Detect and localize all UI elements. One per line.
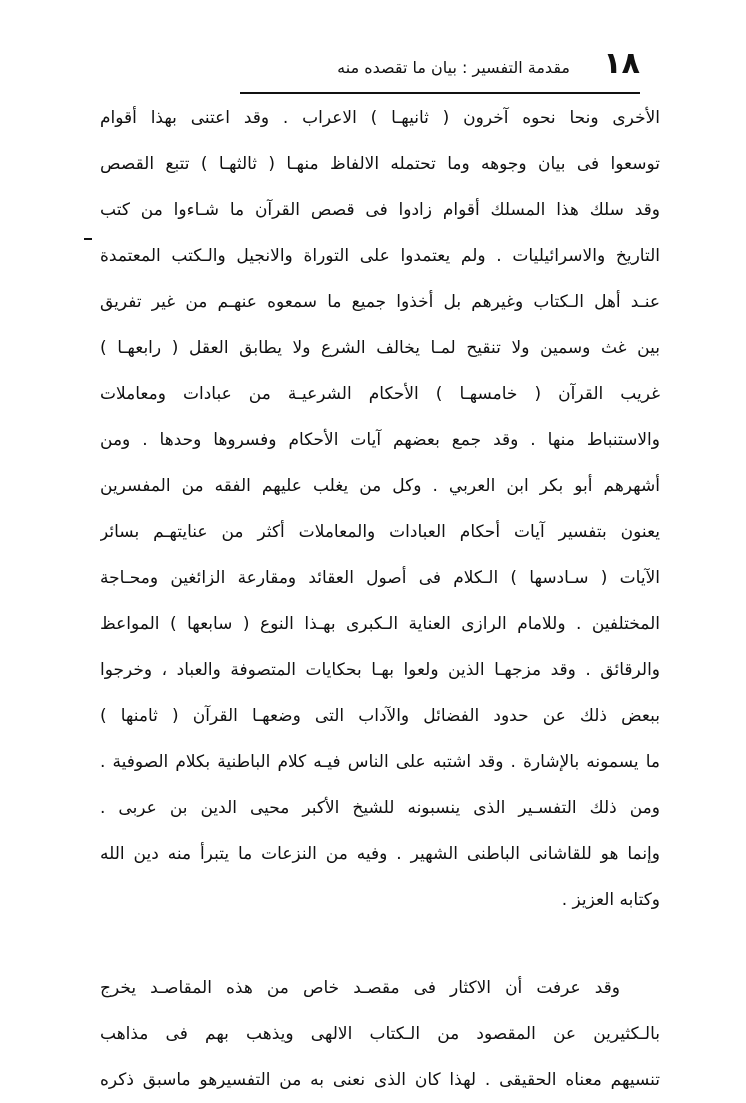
text-line: وإنما هو للقاشانى الباطنى الشهير . وفيه من النزعات ما يتبرأ منه دين الله — [100, 844, 660, 864]
text-line: ما يسمونه بالإشارة . وقد اشتبه على الناس فيـه كلام الباطنية بكلام الصوفية . — [100, 752, 660, 772]
text-line: عنـد أهل الـكتاب وغيرهم بل أخذوا جميع ما سمعوه عنهـم من غير تفريق — [100, 292, 660, 312]
text-line: والرقائق . وقد مزجهـا الذين ولعوا بهـا بحكايات المتصوفة والعباد ، وخرجوا — [100, 660, 660, 680]
text-line: أشهرهم أبو بكر ابن العربي . وكل من يغلب عليهم الفقه من المفسرين — [100, 476, 660, 496]
text-line: وقد عرفت أن الاكثار فى مقصـد خاص من هذه المقاصـد يخرج — [100, 978, 620, 998]
body-text — [100, 95, 660, 1103]
text-line: الآيات ( سـادسها ) الـكلام فى أصول العقائد ومقارعة الزائغين ومحـاجة — [100, 568, 660, 588]
text-line: الأخرى ونحا نحوه آخرون ( ثانيهـا ) الاعراب . وقد اعتنى بهذا أقوام — [100, 108, 660, 128]
text-line: وكتابه العزيز . — [561, 890, 660, 910]
text-line: التاريخ والاسرائيليات . ولم يعتمدوا على التوراة والانجيل والـكتب المعتمدة — [100, 246, 660, 266]
text-line: توسعوا فى بيان وجوهه وما تحتمله الالفاظ منهـا ( ثالثهـا ) تتبع القصص — [100, 154, 660, 174]
paragraph-gap — [100, 923, 660, 965]
margin-mark — [84, 238, 92, 240]
text-line: تنسيهم معناه الحقيقى . لهذا كان الذى نعنى به من التفسيرهو ماسبق ذكره — [100, 1070, 660, 1090]
text-line: وقد سلك هذا المسلك أقوام زادوا فى قصص القرآن ما شـاءوا من كتب — [100, 200, 660, 220]
running-title: مقدمة التفسير : بيان ما تقصده منه — [337, 58, 570, 77]
text-line: يعنون بتفسير آيات أحكام العبادات والمعاملات أكثر من عنايتهـم بسائر — [100, 522, 660, 542]
text-line: بين غث وسمين ولا تنقيح لمـا يخالف الشرع ولا يطابق العقل ( رابعهـا ) — [100, 338, 660, 358]
page-header — [240, 46, 640, 92]
page-number: ١٨ — [603, 46, 640, 81]
text-line: والاستنباط منها . وقد جمع بعضهم آيات الأحكام وفسروها وحدها . ومن — [100, 430, 660, 450]
text-line: ومن ذلك التفسـير الذى ينسبونه للشيخ الأكبر محيى الدين بن عربى . — [100, 798, 660, 818]
text-line: المختلفين . وللامام الرازى العناية الـكبرى بهـذا النوع ( سابعها ) المواعظ — [100, 614, 660, 634]
text-line: غريب القرآن ( خامسهـا ) الأحكام الشرعيـة من عبادات ومعاملات — [100, 384, 660, 404]
text-line: بالـكثيرين عن المقصود من الـكتاب الالهى ويذهب بهم فى مذاهب — [100, 1024, 660, 1044]
header-rule — [240, 92, 640, 94]
text-line: ببعض ذلك عن حدود الفضائل والآداب التى وضعهـا القرآن ( ثامنها ) — [100, 706, 660, 726]
